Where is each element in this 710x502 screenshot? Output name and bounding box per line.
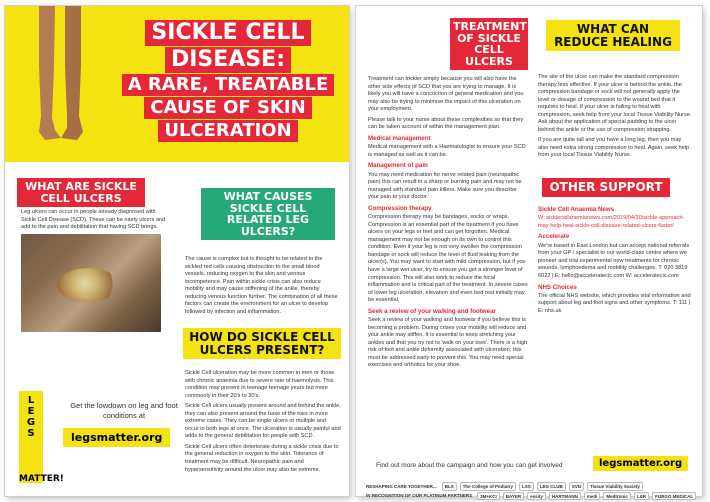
treatment-intro: Please talk to your nurse about these complexities so that they can be taken account of within the management plan. [368, 116, 524, 131]
what-causes-text: The cause is complex but is thought to be related to the sickled red cells causing obstruction to the small blood vessels, reducing oxygen to the skin and venous incompetence. Pain within sickle crisis can also reduce mobility and may cause stiffening of the ankle, thereby reducing venous function further. The combination of all these factors can create the environment for an ulcer to develop followed by infection and inflammation. [185, 256, 338, 315]
badge-bottom-text: MATTER! [19, 474, 64, 484]
platinum-logos-row [364, 492, 696, 500]
footer-url[interactable]: legsmatter.org [593, 456, 688, 471]
hero-title [113, 20, 343, 143]
healing-paragraph: If you are quite tall and you have a long leg, then you may also need extra strong compression to heal. Again, seek help from your local Tissue Viability Nurse. [538, 137, 690, 159]
platinum-label: IN RECOGNITION OF OUR PLATINUM PARTNERS [366, 493, 473, 498]
ulcer-photo [21, 234, 161, 332]
what-causes-heading: WHAT CAUSES SICKLE CELL RELATED LEG ULCERS? [201, 188, 335, 240]
platinum-logo: medi [584, 492, 601, 500]
ulcer-area [57, 268, 119, 302]
legs-illustration [25, 6, 95, 146]
section-text: You may need medication for nerve related pain (neuropathic pain) this can result in a sharp or burning pain and may not be managed with standard pain killers. Make sure you describe your pain to your doctor. [368, 171, 522, 201]
badge-letter: E [27, 406, 35, 417]
platinum-logo: FURGO MEDICAL [652, 492, 696, 500]
legsmatter-link[interactable]: legsmatter.org [63, 428, 170, 447]
hero-title-line: DISEASE: [165, 47, 291, 73]
support-text[interactable]: W: sicklecellanemianews.com/2019/04/30/sickle-approach-may-help-heal-sickle-cell-disease-related-ulcers-faster/ [538, 215, 685, 229]
lowdown-text: Get the lowdown on leg and foot conditions at [70, 401, 178, 420]
partner-logo: BLS [442, 482, 457, 491]
hero-banner [5, 6, 349, 162]
right-page [356, 6, 702, 499]
platinum-logo: HARTMANN [549, 492, 581, 500]
hero-title-line: A RARE, TREATABLE [122, 74, 335, 96]
section-text: Medical management with a Haematologist to ensure your SCD is managed as well as it can be. [368, 144, 526, 158]
healing-paragraph: The site of the ulcer can make the standard compression therapy less effective. If your ulcer is behind the ankle, the compression bandage or sock will not generally apply the level or dosage of compression to the wound bed that it requires to heal. If your ulcer is failing to heal with compression, seek help from your local Tissue Viability Nurse. Ask about the application of special padding to the ulcer behind the ankle or the use of compression strapping. [538, 74, 692, 133]
badge-letter: L [27, 395, 35, 406]
what-are-text: Leg ulcers can occur in people already diagnosed with Sickle Cell Disease (SCD). These can be nasty ulcers and add to the pain and debilitation that having SCD brings. [21, 209, 166, 231]
how-paragraph: Sickle Cell ulceration may be more common in men or those with chronic anaemia due to severe rate of haemolysis. This condition may present in teenage teenage years but more commonly in their 20's to 30's. [185, 370, 335, 399]
platinum-logo: Medtronic [603, 492, 631, 500]
what-are-heading: WHAT ARE SICKLE CELL ULCERS [17, 178, 145, 207]
section-text: Seek a review of your walking and footwear if you believe this is becoming a problem. During crises your mobility will reduce and your ankle may stiffen. It is essential to keep stretching your ankles and that you try not to 'walk on your toes'. There is a high risk of foot and ankle deformity associated with ulceration; this must be addressed early to prevent this. You may need special exercises and orthotics for your shoe. [368, 317, 528, 369]
how-paragraph: Sickle Cell ulcers often deteriorate during a sickle crisis due to the general reduction in oxygen to the skin. Tolerance of treatment may be difficult. Neuropathic pain and hypersensitivity around the ulcer may also be extreme. [185, 443, 339, 473]
legs-matter-badge [19, 391, 43, 483]
partner-logo: SVN [569, 482, 584, 491]
partner-logo: The College of Podiatry [460, 482, 516, 491]
platinum-logo: BAYER [503, 492, 524, 500]
partner-logo: Tissue Viability Society [587, 482, 643, 491]
treatment-intro: Treatment can trickier simply because you will also have the other side effects of SCD that you are trying to manage. It is likely you will have a concoction of general medication and you may also be trying to minimise the impact of this ulceration on your employment. [368, 76, 524, 113]
partner-logo: LSS [519, 482, 534, 491]
platinum-logo: L&R [634, 492, 649, 500]
hero-title-line: CAUSE OF SKIN [144, 97, 311, 119]
section-title: Medical management [368, 134, 431, 142]
platinum-logo: essity [527, 492, 546, 500]
healing-heading: WHAT CAN REDUCE HEALING [546, 20, 680, 51]
healing-text [538, 74, 692, 163]
hero-title-line: SICKLE CELL [145, 20, 310, 46]
section-title: Management of pain [368, 162, 428, 170]
badge-letter: S [27, 428, 35, 439]
how-heading: HOW DO SICKLE CELL ULCERS PRESENT? [183, 328, 341, 359]
badge-letter: G [26, 417, 36, 428]
how-text [185, 370, 341, 477]
platinum-logo: 3M+KCI [477, 492, 500, 500]
left-page [5, 6, 349, 496]
support-title: Accelerate [538, 233, 570, 241]
treatment-heading: TREATMENT OF SICKLE CELL ULCERS [450, 18, 528, 70]
section-text: Compression therapy may be bandages, socks or wraps. Compression is an essential part of the treatment if you have ulcers on your legs or feet and can get forgotten. Medical management may not be enough on its own to control this condition. Even if your leg is not very swollen the compression bandage or sock will reduce the level of fluid leaking from the ulcer(s). You may want to start with mild compression, but if you have a large wet ulcer, try to ensure you get a stronger level of compression. This will also work to reduce the local inflammation and is critical part of the treatment. In severe cases of lower leg ulceration, elevation and even bed rest initially may be essential. [368, 214, 528, 304]
section-title: Compression therapy [368, 204, 432, 212]
support-title: NHS Choices [538, 283, 577, 291]
support-text: We're based in East London but can accept national referrals from your GP / specialist to our world-class centre where we pioneer and trial experimental new treatments for chronic wounds, lymphoedema and mobility challenges. T: 020 3819 6022 | E: hello@acceleratecic.com W: acceleratecic.com [538, 242, 690, 279]
treatment-column [368, 76, 528, 373]
section-title: Seek a review of your walking and footwear [368, 307, 496, 315]
support-column [538, 203, 692, 319]
support-title: Sickle Cell Anaemia News [538, 206, 615, 213]
other-support-heading: OTHER SUPPORT [542, 178, 670, 197]
partner-logo: LEG CLUB [537, 482, 566, 491]
footer-text: Find out more about the campaign and how you can get involved [376, 462, 563, 469]
partners-label: RESHAPING CARE TOGETHER... [366, 483, 437, 489]
hero-title-line: ULCERATION [158, 120, 297, 142]
how-paragraph: Sickle Cell ulcers usually present around and behind the ankle, they can also present around the base of the toes in more extreme cases. They can be single ulcers or multiple and occur in both legs at once. The ulceration is usually painful and adds to the general debilitation for people with SCD. [185, 403, 341, 440]
support-text: The official NHS website, which provides vital information and support about leg and foot signs and other symptoms. T: 111 | E: nhs.uk [538, 292, 691, 314]
